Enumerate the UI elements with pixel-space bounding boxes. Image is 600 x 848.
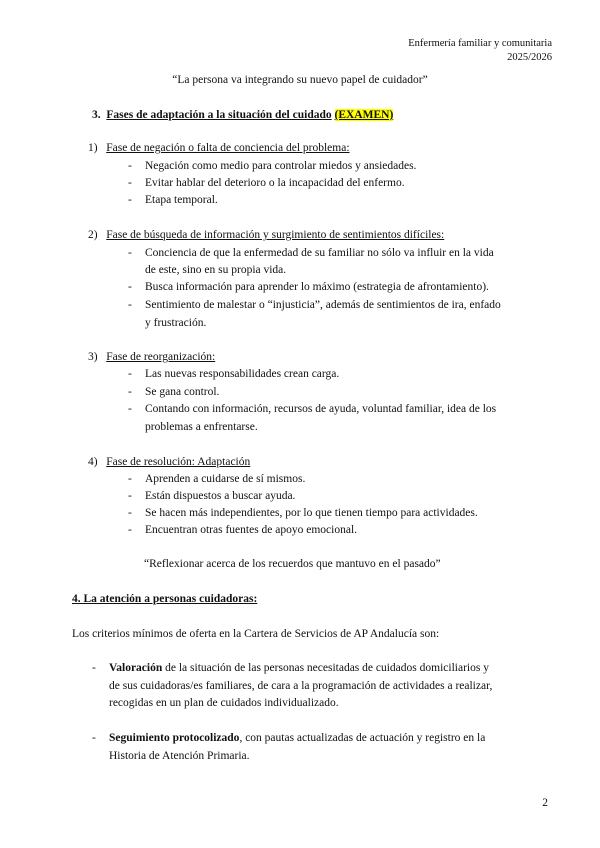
list-item-cont: y frustración.: [145, 317, 207, 329]
running-header: [408, 37, 552, 65]
bullet-dash: -: [128, 473, 132, 485]
phase-1-heading: [88, 142, 350, 154]
list-item: Están dispuestos a buscar ayuda.: [145, 490, 296, 502]
list-item: Etapa temporal.: [145, 194, 218, 206]
list-item: Se hacen más independientes, por lo que tienen tiempo para actividades.: [145, 507, 478, 519]
list-item: Conciencia de que la enfermedad de su familiar no sólo va influir en la vida: [145, 247, 494, 259]
list-item: Sentimiento de malestar o “injusticia”, además de sentimientos de ira, enfado: [145, 299, 501, 311]
list-item: Las nuevas responsabilidades crean carga.: [145, 368, 340, 380]
section3-title: Fases de adaptación a la situación del cuidado: [106, 109, 332, 121]
criterion-1-bold: Valoración: [109, 662, 163, 674]
quote-bottom: “Reflexionar acerca de los recuerdos que mantuvo en el pasado”: [144, 558, 441, 570]
criterion-2-text: , con pautas actualizadas de actuación y registro en la: [239, 732, 486, 744]
section3-heading: [92, 109, 393, 121]
list-item: Busca información para aprender lo máximo (estrategia de afrontamiento).: [145, 281, 489, 293]
bullet-dash: -: [128, 403, 132, 415]
bullet-dash: -: [128, 177, 132, 189]
bullet-dash: -: [128, 524, 132, 536]
bullet-dash: -: [128, 490, 132, 502]
section4-heading: 4. La atención a personas cuidadoras:: [72, 593, 258, 605]
bullet-dash: -: [128, 507, 132, 519]
criterion-2-bold: Seguimiento protocolizado: [109, 732, 240, 744]
list-item-cont: de este, sino en su propia vida.: [145, 264, 287, 276]
phase-2-heading: [88, 229, 444, 241]
list-item-cont: problemas a enfrentarse.: [145, 421, 258, 433]
phase-2-num: 2): [88, 229, 98, 241]
phase-3-num: 3): [88, 351, 98, 363]
intro-paragraph: Los criterios mínimos de oferta en la Cartera de Servicios de AP Andalucía son:: [72, 628, 440, 640]
bullet-dash: -: [128, 386, 132, 398]
criterion-1-line-1: [109, 662, 489, 674]
bullet-dash: -: [92, 662, 96, 674]
list-item: Negación como medio para controlar miedos y ansiedades.: [145, 160, 417, 172]
bullet-dash: -: [128, 299, 132, 311]
list-item: Encuentran otras fuentes de apoyo emocional.: [145, 524, 358, 536]
criterion-1-line-3: recogidas en un plan de cuidados individualizado.: [109, 697, 339, 709]
phase-1-num: 1): [88, 142, 98, 154]
bullet-dash: -: [128, 247, 132, 259]
bullet-dash: -: [128, 160, 132, 172]
phase-2-title: Fase de búsqueda de información y surgimiento de sentimientos difíciles:: [106, 229, 445, 241]
criterion-2-line-1: [109, 732, 485, 744]
phase-4-title: Fase de resolución: Adaptación: [106, 456, 251, 468]
header-subject: Enfermería familiar y comunitaria: [408, 38, 552, 49]
page-number: 2: [542, 797, 548, 809]
criterion-2-line-2: Historia de Atención Primaria.: [109, 750, 250, 762]
bullet-dash: -: [128, 194, 132, 206]
phase-4-heading: [88, 456, 250, 468]
phase-4-num: 4): [88, 456, 98, 468]
section3-number: 3.: [92, 109, 101, 121]
bullet-dash: -: [92, 732, 96, 744]
bullet-dash: -: [128, 368, 132, 380]
criterion-1-line-2: de sus cuidadoras/es familiares, de cara a la programación de actividades a realizar,: [109, 680, 493, 692]
phase-1-title: Fase de negación o falta de conciencia del problema:: [106, 142, 350, 154]
list-item: Contando con información, recursos de ayuda, voluntad familiar, idea de los: [145, 403, 497, 415]
quote-top: “La persona va integrando su nuevo papel de cuidador”: [172, 74, 428, 86]
list-item: Se gana control.: [145, 386, 220, 398]
exam-highlight: (EXAMEN): [334, 109, 394, 121]
criterion-1-text: de la situación de las personas necesitadas de cuidados domiciliarios y: [162, 662, 489, 674]
list-item: Aprenden a cuidarse de sí mismos.: [145, 473, 306, 485]
phase-3-title: Fase de reorganización:: [106, 351, 216, 363]
header-year: 2025/2026: [507, 52, 552, 63]
phase-3-heading: [88, 351, 215, 363]
list-item: Evitar hablar del deterioro o la incapacidad del enfermo.: [145, 177, 405, 189]
bullet-dash: -: [128, 281, 132, 293]
